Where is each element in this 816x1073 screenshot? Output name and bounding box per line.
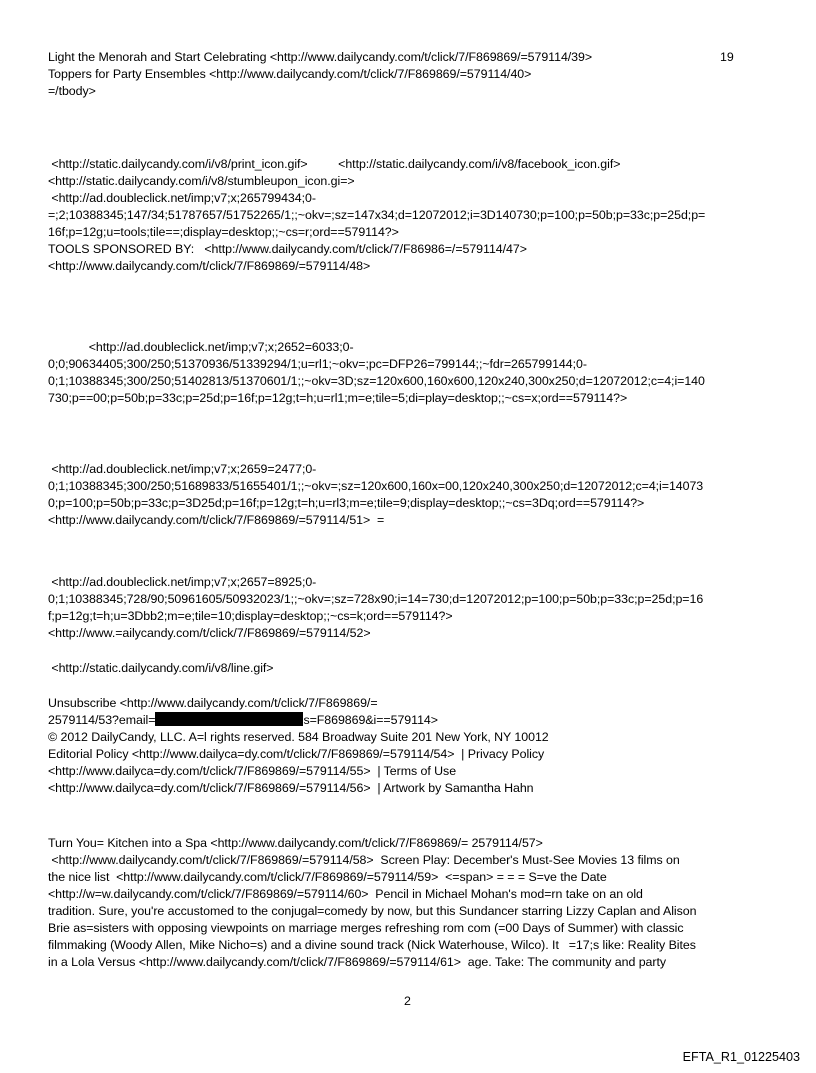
body-line-1[interactable]: Turn You= Kitchen into a Spa <http://www.dailycandy.com/t/click/7/F869869/= 2579114/57>	[48, 836, 543, 850]
document-id-footer: EFTA_R1_01225403	[682, 1050, 800, 1064]
ad3-line-2: 0;1;10388345;728/90;50961605/50932023/1;;~okv=;sz=728x90;i=14=730;d=12072012;p=100;p=50b;p=33c;p=25d;p=16	[48, 592, 704, 606]
item-number: 19	[720, 50, 734, 64]
ad1-line-3: 0;1;10388345;300/250;51402813/51370601/1;;~okv=3D;sz=120x600,160x600,120x240,300x250;d=12072012;c=4;i=140	[48, 374, 705, 388]
copyright-line: © 2012 DailyCandy, LLC. A=l rights reserved. 584 Broadway Suite 201 New York, NY 10012	[48, 730, 549, 744]
body-line-6: Brie as=sisters with opposing viewpoints on marriage merges refreshing rom com (=00 Days of Summer) with classic	[48, 921, 684, 935]
menorah-link-line[interactable]: Light the Menorah and Start Celebrating <http://www.dailycandy.com/t/click/7/F869869/=579114/39>	[48, 50, 593, 64]
ad1-line-2: 0;0;90634405;300/250;51370936/51339294/1;u=rl1;~okv=;pc=DFP26=799144;;~fdr=265799144;0-	[48, 357, 587, 371]
tools-ad-line-2: =;2;10388345;147/34;51787657/51752265/1;;~okv=;sz=147x34;d=12072012;i=3D140730;p=100;p=50b;p=33c;p=25d;p=	[48, 208, 706, 222]
line-gif-link[interactable]: <http://static.dailycandy.com/i/v8/line.gif>	[48, 661, 274, 675]
body-line-3[interactable]: the nice list <http://www.dailycandy.com/t/click/7/F869869/=579114/59> <=span> = = = S=ve the Date	[48, 870, 607, 884]
ad1-line-1[interactable]: <http://ad.doubleclick.net/imp;v7;x;2652=6033;0-	[48, 340, 354, 354]
stumbleupon-icon-line[interactable]: <http://static.dailycandy.com/i/v8/stumbleupon_icon.gi=>	[48, 174, 355, 188]
ad3-link-52[interactable]: <http://www.=ailycandy.com/t/click/7/F869869/=579114/52>	[48, 626, 371, 640]
tools-sponsored-line[interactable]: TOOLS SPONSORED BY: <http://www.dailycandy.com/t/click/7/F86986=/=579114/47>	[48, 242, 527, 256]
body-line-4[interactable]: <http://w=w.dailycandy.com/t/click/7/F869869/=579114/60> Pencil in Michael Mohan's mod=rn take on an old	[48, 887, 643, 901]
body-line-7: filmmaking (Woody Allen, Mike Nicho=s) and a divine sound track (Nick Waterhouse, Wilco). It=17;s like: Reality Bites	[48, 938, 696, 952]
redaction-box	[155, 712, 303, 726]
tools-ad-line-1[interactable]: <http://ad.doubleclick.net/imp;v7;x;265799434;0-	[48, 191, 316, 205]
tbody-fragment: =/tbody>	[48, 84, 96, 98]
ad2-link-51[interactable]: <http://www.dailycandy.com/t/click/7/F869869/=579114/51> =	[48, 513, 385, 527]
ad2-line-1[interactable]: <http://ad.doubleclick.net/imp;v7;x;2659=2477;0-	[48, 462, 317, 476]
tools-link-48[interactable]: <http://www.dailycandy.com/t/click/7/F869869/=579114/48>	[48, 259, 371, 273]
body-line-5: tradition. Sure, you're accustomed to the conjugal=comedy by now, but this Sundancer starring Lizzy Caplan and Alison	[48, 904, 697, 918]
ad2-line-3: 0;p=100;p=50b;p=33c;p=3D25d;p=16f;p=12g;t=h;u=rl3;m=e;tile=9;display=desktop;;~cs=3Dq;ord==579114?>	[48, 496, 645, 510]
editorial-policy-line[interactable]: Editorial Policy <http://www.dailyca=dy.com/t/click/7/F869869/=579114/54> | Privacy Policy	[48, 747, 545, 761]
body-line-2[interactable]: <http://www.dailycandy.com/t/click/7/F869869/=579114/58> Screen Play: December's Must-See Movies 13 films on	[48, 853, 680, 867]
toppers-link-line[interactable]: Toppers for Party Ensembles <http://www.dailycandy.com/t/click/7/F869869/=579114/40>	[48, 67, 532, 81]
ad3-line-1[interactable]: <http://ad.doubleclick.net/imp;v7;x;2657=8925;0-	[48, 575, 317, 589]
unsubscribe-link-line-1[interactable]: Unsubscribe <http://www.dailycandy.com/t/click/7/F869869/=	[48, 696, 378, 710]
print-facebook-icons-line[interactable]: <http://static.dailycandy.com/i/v8/print_icon.gif> <http://static.dailycandy.com/i/v8/facebook_icon.gif>	[48, 157, 621, 171]
ad1-line-4: 730;p==00;p=50b;p=33c;p=25d;p=16f;p=12g;t=h;u=rl1;m=e;tile=5;di=play=desktop;;~cs=x;ord==579114?>	[48, 391, 628, 405]
privacy-policy-line[interactable]: <http://www.dailyca=dy.com/t/click/7/F869869/=579114/55> | Terms of Use	[48, 764, 457, 778]
unsubscribe-link-line-2[interactable]	[48, 712, 438, 729]
ad2-line-2: 0;1;10388345;300/250;51689833/51655401/1;;~okv=;sz=120x600,160x=00,120x240,300x250;d=12072012;c=4;i=14073	[48, 479, 704, 493]
page-number: 2	[404, 994, 411, 1008]
tools-ad-line-3: 16f;p=12g;u=tools;tile==;display=desktop;;~cs=r;ord==579114?>	[48, 225, 399, 239]
ad3-line-3: f;p=12g;t=h;u=3Dbb2;m=e;tile=10;display=desktop;;~cs=k;ord==579114?>	[48, 609, 453, 623]
terms-line[interactable]: <http://www.dailyca=dy.com/t/click/7/F869869/=579114/56> | Artwork by Samantha Hahn	[48, 781, 534, 795]
unsubscribe-post: s=F869869&i==579114>	[303, 713, 438, 727]
unsubscribe-pre: 2579114/53?email=	[48, 713, 156, 727]
body-line-8[interactable]: in a Lola Versus <http://www.dailycandy.com/t/click/7/F869869/=579114/61> age. Take: The community and party	[48, 955, 666, 969]
